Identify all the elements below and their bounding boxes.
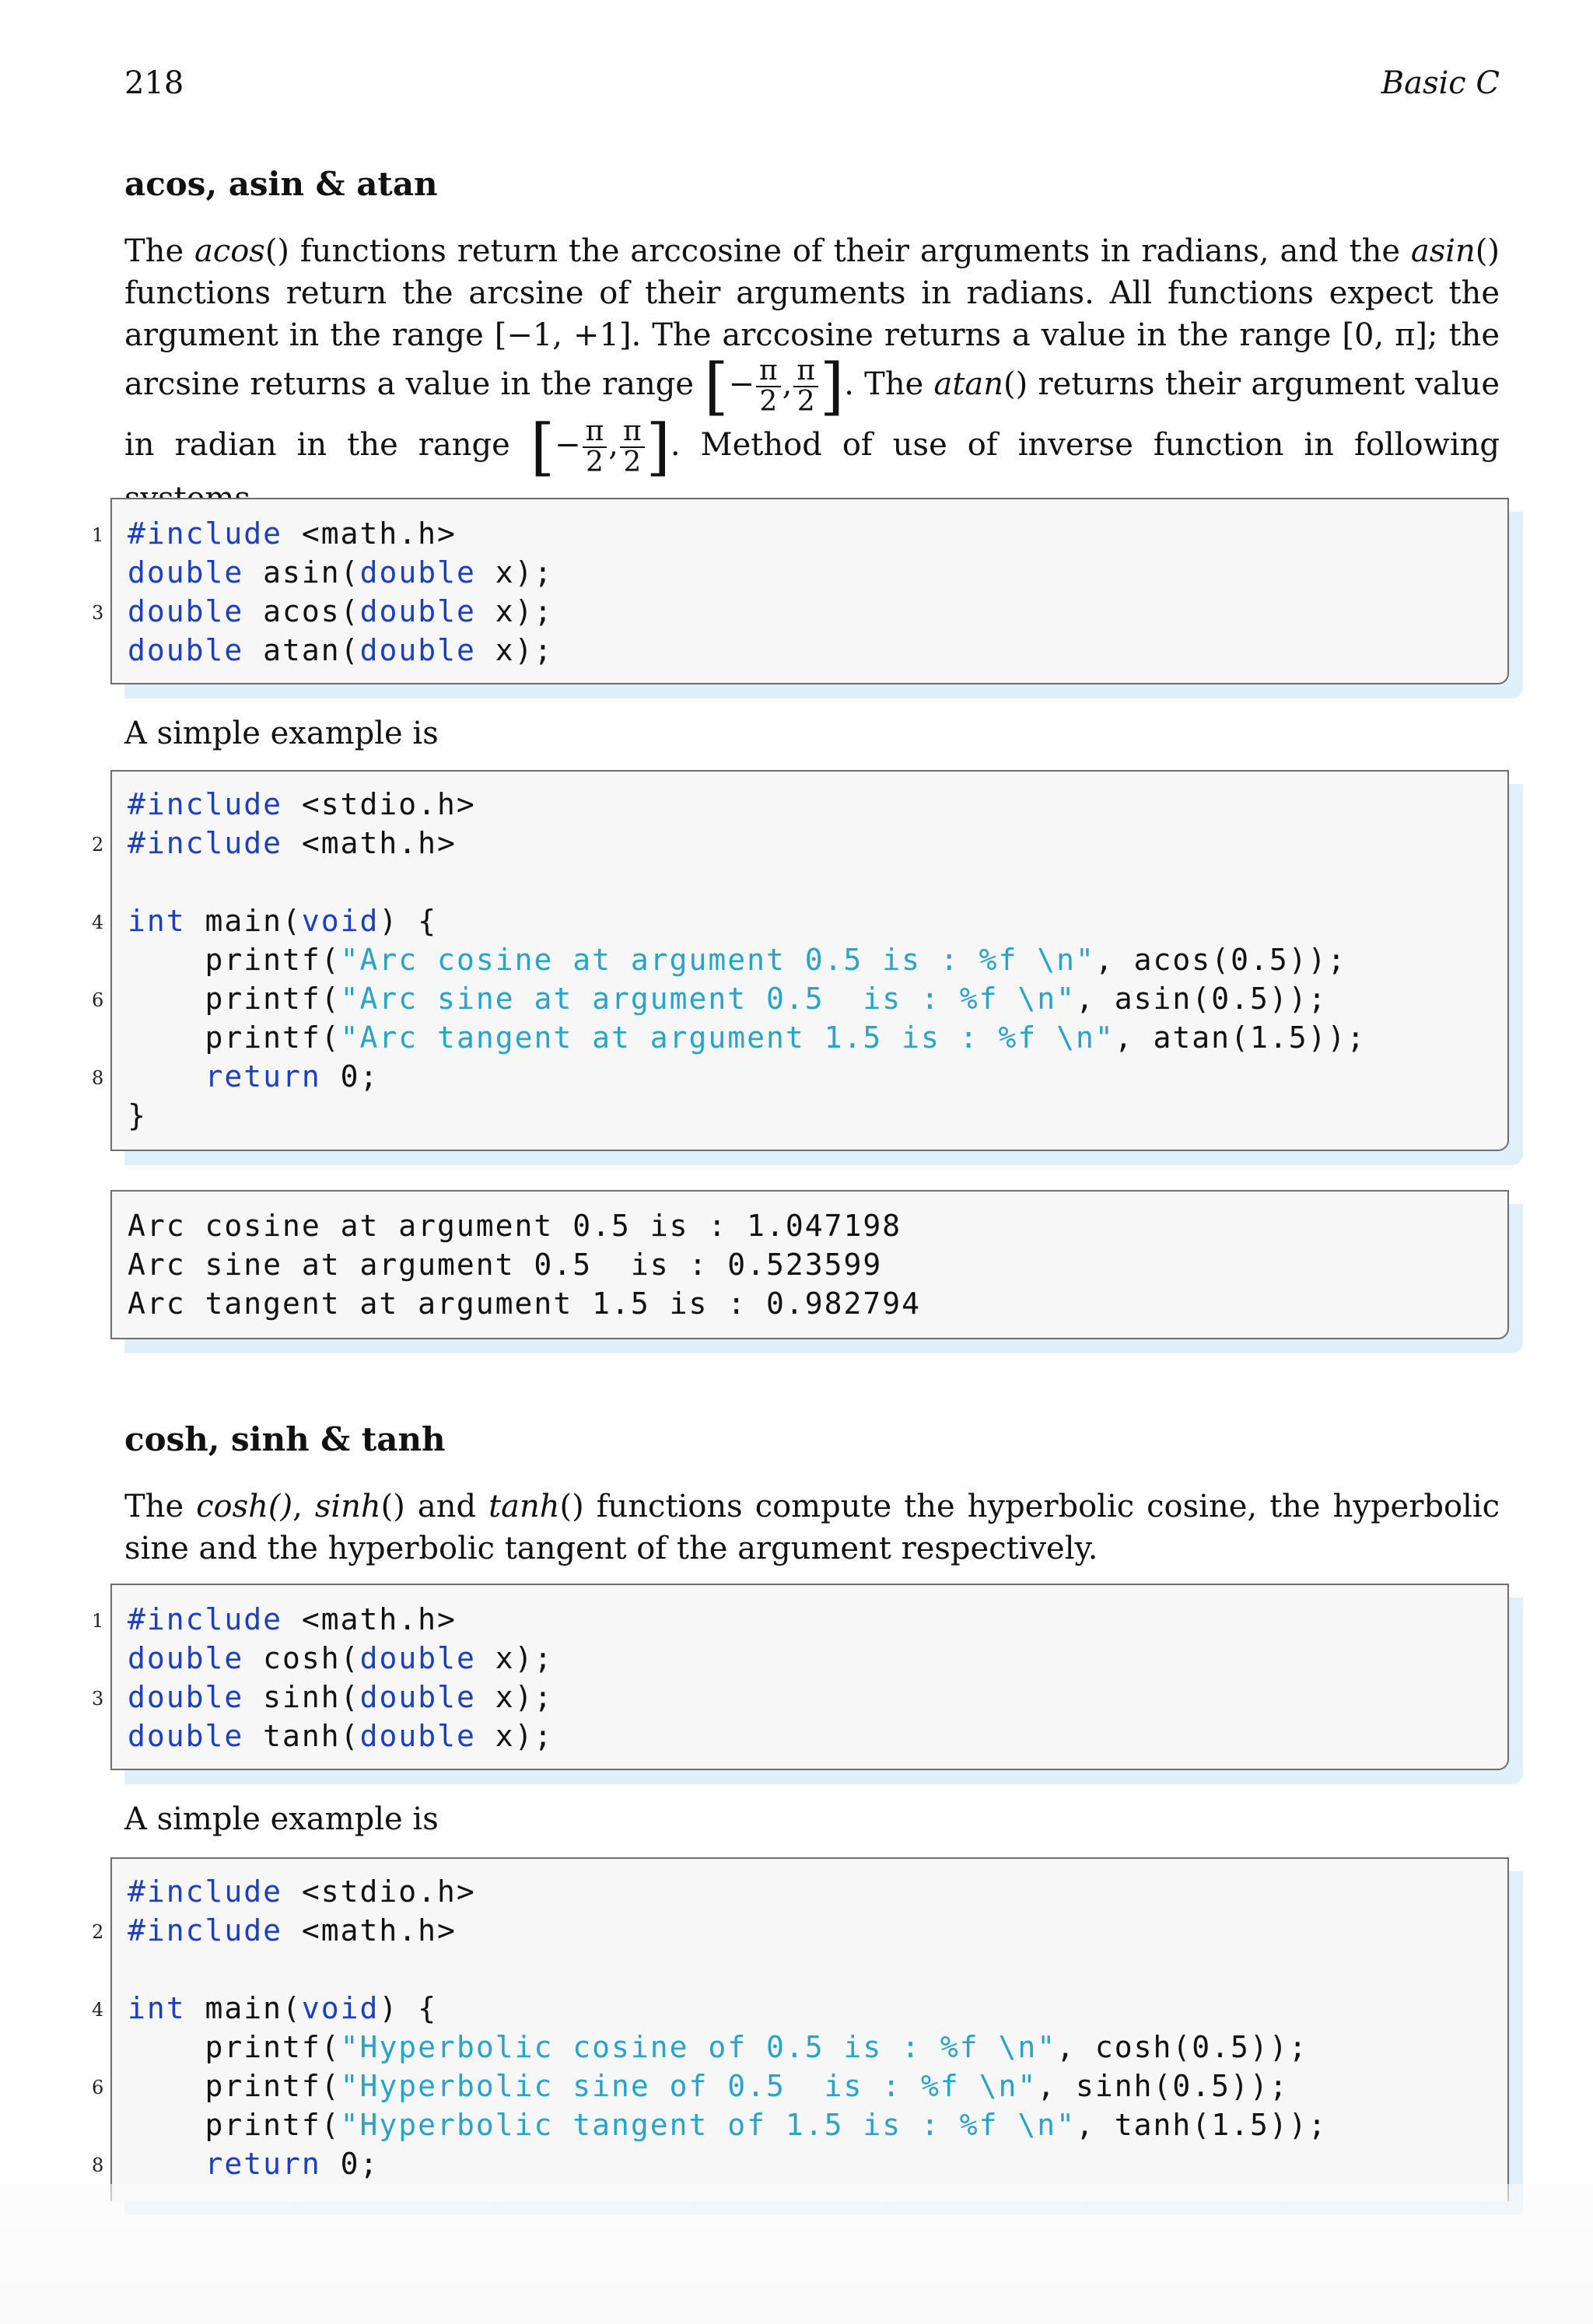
page-number: 218: [124, 65, 184, 101]
code-line: double atan(double x);: [128, 633, 554, 667]
example-label-s2: A simple example is: [124, 1801, 439, 1837]
code-line: #include <math.h>: [128, 516, 457, 551]
code-block-s2-example: [110, 1857, 1509, 2201]
code-line: double acos(double x);: [128, 594, 554, 628]
line-number: 4: [92, 912, 104, 933]
code-line: printf("Arc sine at argument 0.5 is : %f \n", asin(0.5));: [128, 982, 1328, 1016]
line-number: 4: [92, 1999, 104, 2021]
section1-paragraph: The acos() functions return the arccosine of their arguments in radians, and the asin() functions return the arcsine of their arguments in radians. All functions expect the argument in the range [−1, +1]. The arccosine returns a value in the range [0, π]; the arcsine returns a value in the range [− $\frac{\pi}{2}$ , $\frac{\pi}{2}$ ]. The atan() returns their argument value in radian in the range [− $\frac{\pi}{2}$ , $\frac{\pi}{2}$ ]. Method of use of inverse function in following: [124, 233, 1500, 483]
code-line: double asin(double x);: [128, 555, 554, 590]
code-line: double cosh(double x);: [128, 1641, 554, 1675]
code-line: #include <stdio.h>: [128, 787, 476, 821]
line-number: 8: [92, 1067, 104, 1089]
code-line: printf("Hyperbolic sine of 0.5 is : %f \n", sinh(0.5));: [128, 2069, 1289, 2103]
code-line: printf("Hyperbolic tangent of 1.5 is : %f \n", tanh(1.5));: [128, 2108, 1328, 2142]
code-line: printf("Arc tangent at argument 1.5 is : %f \n", atan(1.5));: [128, 1020, 1367, 1055]
running-title: Basic C: [1381, 65, 1500, 101]
example-label-s1: A simple example is: [124, 716, 439, 751]
output-block-s1: [110, 1190, 1509, 1339]
page-fade: [0, 2184, 1593, 2324]
code-block-s2-proto: [110, 1584, 1509, 1770]
code-line: int main(void) {: [128, 904, 438, 938]
line-number: 6: [92, 2077, 104, 2098]
line-number: 1: [92, 1610, 104, 1632]
code-line: #include <math.h>: [128, 1913, 457, 1948]
output-line: Arc tangent at argument 1.5 is : 0.982794: [128, 1286, 921, 1321]
output-line: Arc sine at argument 0.5 is : 0.523599: [128, 1248, 883, 1282]
code-line: }: [128, 1098, 147, 1132]
code-line: #include <stdio.h>: [128, 1874, 476, 1909]
code-line: double tanh(double x);: [128, 1719, 554, 1753]
code-line: printf("Hyperbolic cosine of 0.5 is : %f \n", cosh(0.5));: [128, 2030, 1308, 2064]
code-line: #include <math.h>: [128, 1602, 457, 1636]
section-title-acos: acos, asin & atan: [124, 165, 438, 203]
line-number: 3: [92, 602, 104, 624]
section-title-cosh: cosh, sinh & tanh: [124, 1420, 446, 1458]
code-line: double sinh(double x);: [128, 1680, 554, 1714]
section2-paragraph: The cosh(), sinh() and tanh() functions compute the hyperbolic cosine, the hyperbolic sine and the hyperbolic tangent of the argument respectively.: [124, 1489, 1500, 1566]
line-number: 2: [92, 1921, 104, 1943]
code-line: int main(void) {: [128, 1991, 438, 2025]
code-line: #include <math.h>: [128, 826, 457, 860]
code-line: return 0;: [205, 2147, 380, 2181]
output-line: Arc cosine at argument 0.5 is : 1.047198: [128, 1209, 902, 1243]
code-line: return 0;: [205, 1059, 380, 1094]
line-number: 3: [92, 1688, 104, 1710]
line-number: 8: [92, 2154, 104, 2176]
code-line: printf("Arc cosine at argument 0.5 is : %f \n", acos(0.5));: [128, 943, 1347, 977]
code-block-s1-example: [110, 770, 1509, 1151]
line-number: 1: [92, 524, 104, 546]
line-number: 6: [92, 989, 104, 1011]
line-number: 2: [92, 834, 104, 856]
code-block-s1-proto: [110, 498, 1509, 684]
